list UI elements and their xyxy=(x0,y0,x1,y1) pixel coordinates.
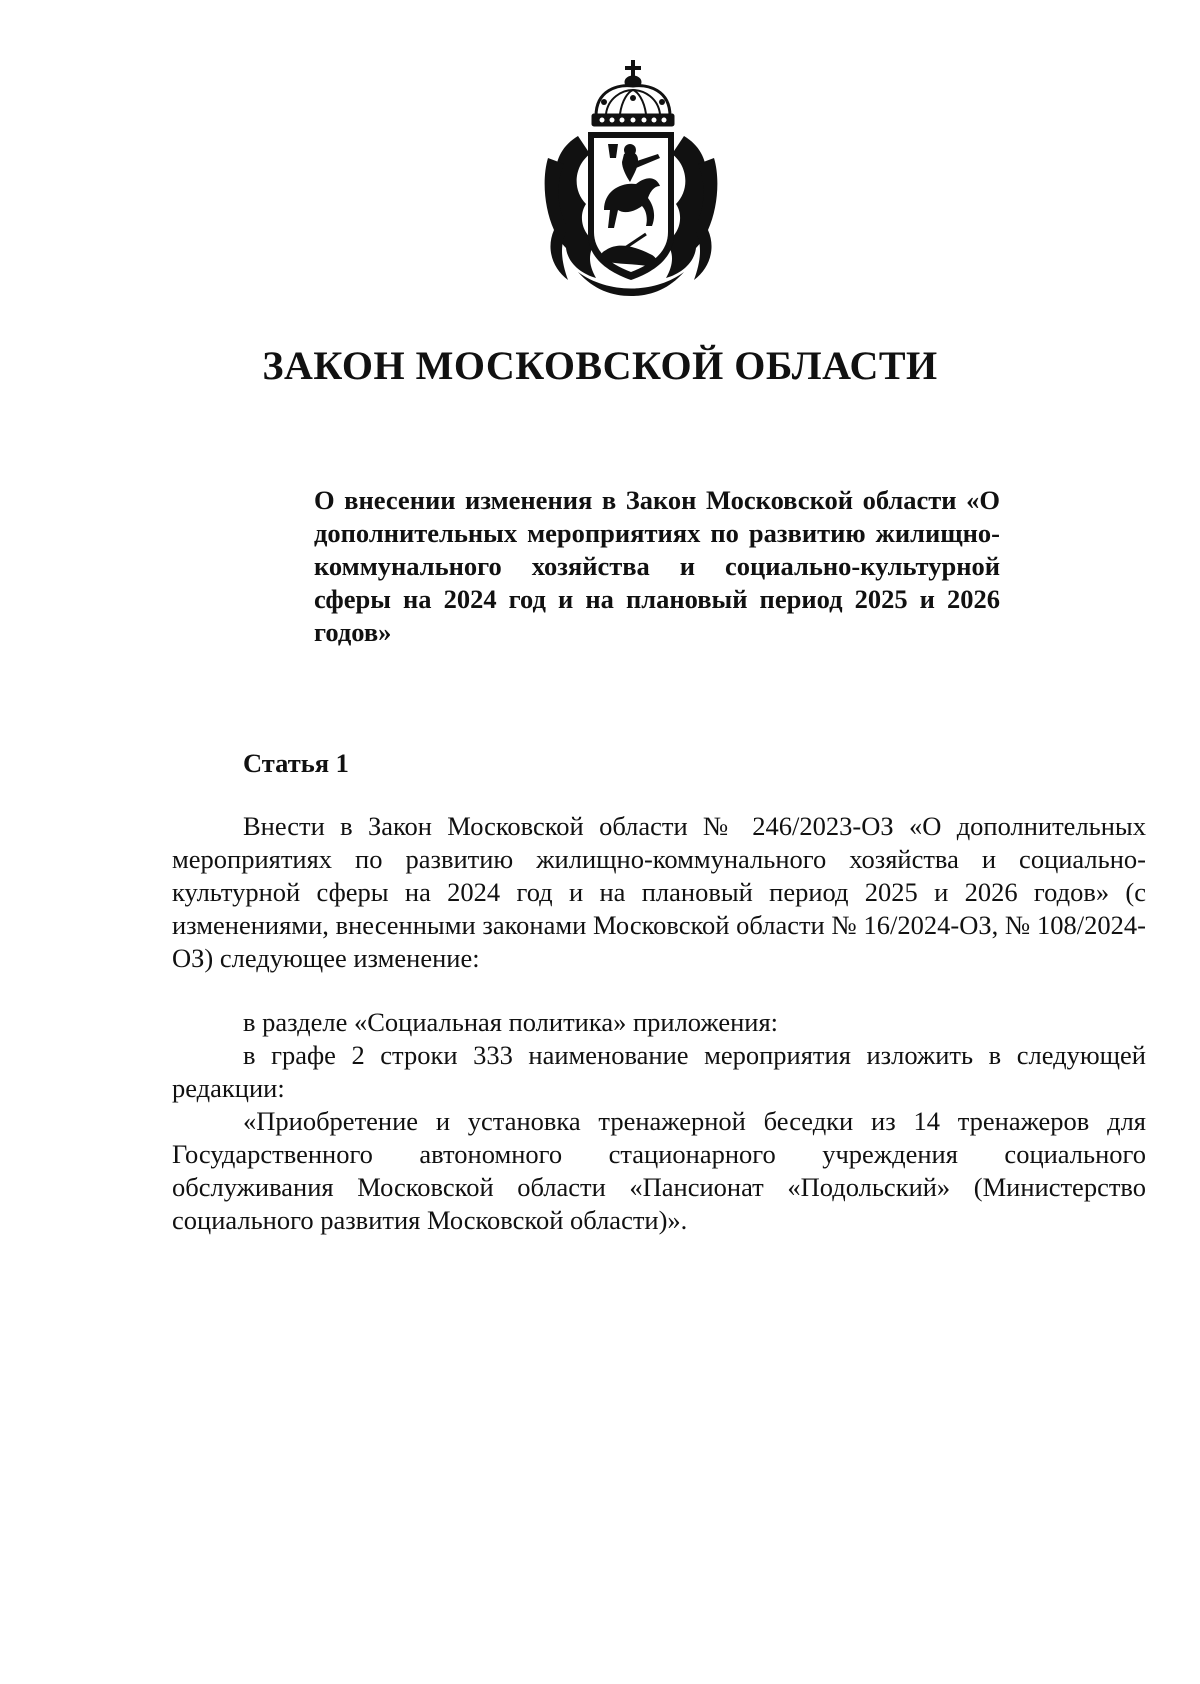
law-subject: О внесении изменения в Закон Московской области «О дополнительных мероприятиях по развитию жилищно-коммунального хозяйства и социально-культурной сферы на 2024 год и на плановый период 2025 и 2026 годов» xyxy=(314,485,1000,647)
article-heading: Статья 1 xyxy=(243,748,349,778)
article-paragraph: Внести в Закон Московской области № 246/2023-ОЗ «О дополнительных мероприятиях по развитию жилищно-коммунального хозяйства и социально-культурной сферы на 2024 год и на плановый период 2025 и 2026 годов» (с изменениями, внесенными законами Московской области № 16/2024-ОЗ, № 108/2024-ОЗ) следующее изменение: xyxy=(172,811,1146,973)
coat-of-arms-icon xyxy=(538,58,724,298)
law-title: ЗАКОН МОСКОВСКОЙ ОБЛАСТИ xyxy=(262,343,938,388)
article-paragraph: в разделе «Социальная политика» приложения: xyxy=(243,1007,779,1037)
article-paragraph: в графе 2 строки 333 наименование мероприятия изложить в следующей редакции: xyxy=(172,1040,1146,1103)
article-paragraph: «Приобретение и установка тренажерной беседки из 14 тренажеров для Государственного автономного стационарного учреждения социального обслуживания Московской области «Пансионат «Подольский» (Министерство социального развития Московской области)». xyxy=(172,1106,1146,1235)
